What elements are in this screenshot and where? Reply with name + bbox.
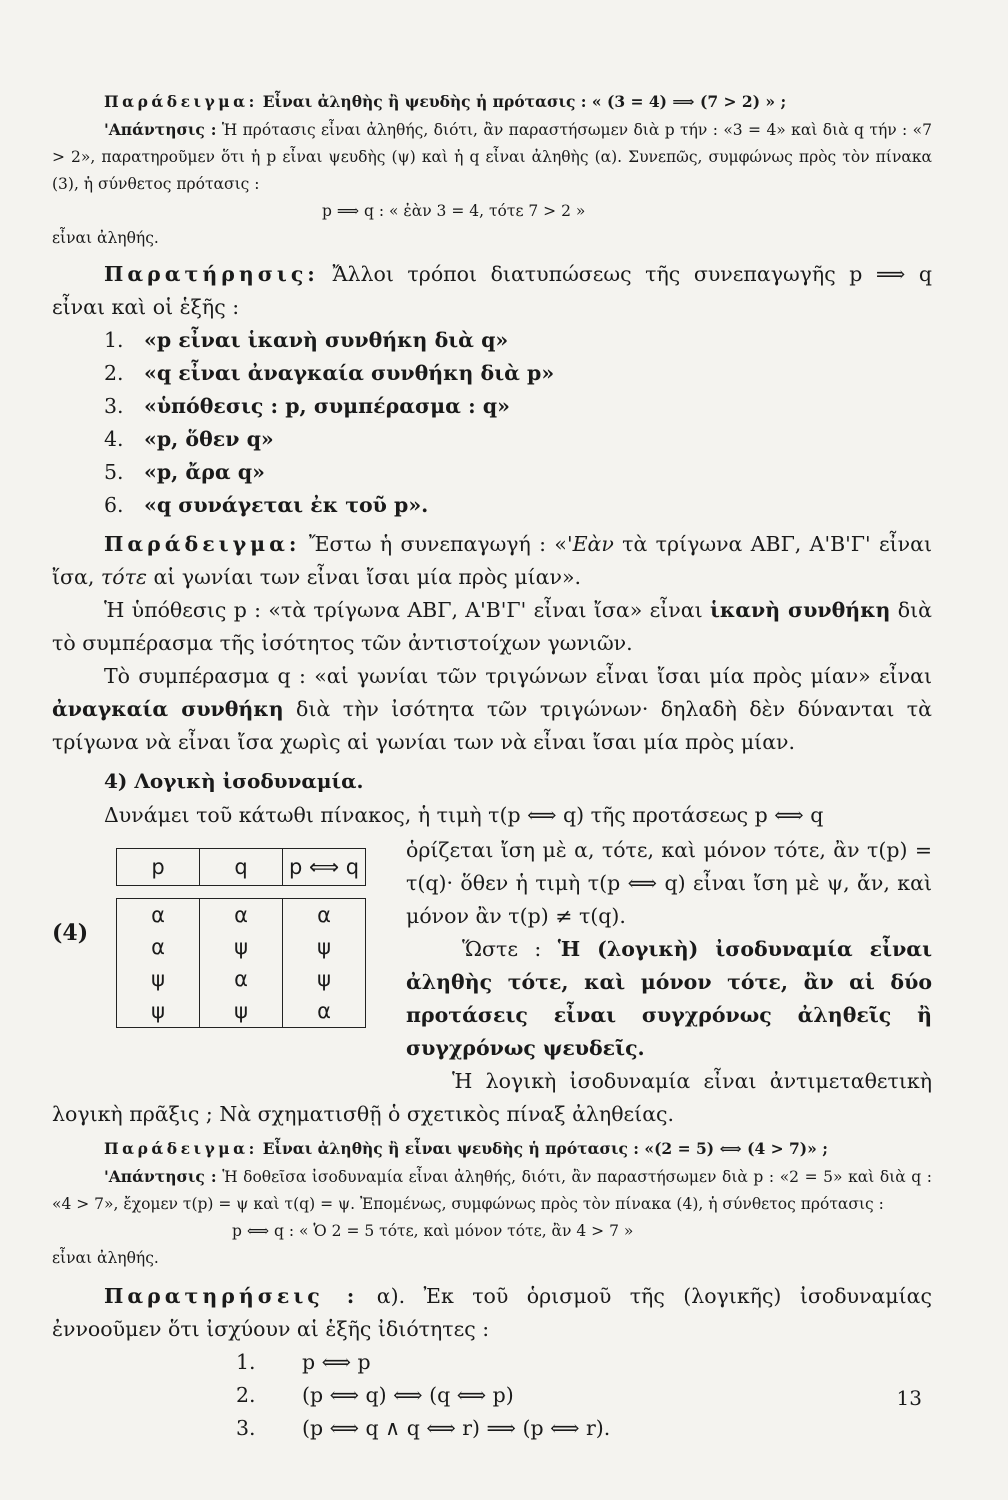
book-page	[52, 88, 932, 1445]
answer-3-label: 'Απάντησις :	[104, 1167, 217, 1186]
answer-1	[52, 116, 932, 198]
table-row: α ψ ψ	[117, 931, 366, 963]
answer-3-formula: p ⟺ q : « Ὁ 2 = 5 τότε, καὶ μόνον τότε, ἂν 4 > 7 »	[232, 1222, 634, 1240]
table-header: p ⟺ q	[283, 849, 366, 886]
list-item: 1. «p εἶναι ἱκανὴ συνθήκη διὰ q»	[104, 328, 509, 352]
list-item: 6. «q συνάγεται ἐκ τοῦ p».	[104, 493, 429, 517]
answer-1-end: εἶναι ἀληθής.	[52, 229, 159, 247]
list-item: 3. (p ⟺ q ∧ q ⟺ r) ⟹ (p ⟺ r).	[236, 1416, 611, 1440]
example-3-text: Εἶναι ἀληθὴς ἢ εἶναι ψευδὴς ἡ πρότασις : «(2 = 5) ⟺ (4 > 7)» ;	[262, 1139, 828, 1158]
equivalence-explanation	[376, 834, 932, 1065]
observation-2	[52, 1280, 932, 1346]
table-row: ψ α ψ	[117, 963, 366, 995]
example-3	[52, 1135, 932, 1163]
observation-2-label: Παρατηρήσεις :	[104, 1284, 359, 1308]
table-number: (4)	[52, 920, 89, 946]
example-2-label: Παράδειγμα:	[104, 532, 301, 556]
implication-forms-list	[52, 324, 932, 522]
table-header: q	[200, 849, 283, 886]
section-intro: Δυνάμει τοῦ κάτωθι πίνακος, ἡ τιμὴ τ(p ⟺ q) τῆς προτάσεως p ⟺ q	[104, 803, 824, 827]
example-2-hypothesis: Ἡ ὑπόθεσις p : «τὰ τρίγωνα ΑΒΓ, Α'Β'Γ' εἶναι ἴσα» εἶναι ἱκανὴ συνθήκη διὰ τὸ συμπέρασμα τῆς ἰσότητος τῶν ἀντιστοίχων γωνιῶν.	[52, 598, 932, 655]
observation-1	[52, 258, 932, 324]
answer-1-label: 'Απάντησις :	[104, 120, 217, 139]
list-item: 3. «ὑπόθεσις : p, συμπέρασμα : q»	[104, 394, 510, 418]
truth-table-grid	[116, 848, 366, 1028]
equivalence-definition: ὁρίζεται ἴση μὲ α, τότε, καὶ μόνον τότε, ἂν τ(p) = τ(q)· ὅθεν ἡ τιμὴ τ(p ⟺ q) εἶναι ἴση μὲ ψ, ἄν, καὶ μόνον ἂν τ(p) ≠ τ(q).	[406, 838, 932, 928]
example-2-conclusion: Τὸ συμπέρασμα q : «αἱ γωνίαι τῶν τριγώνων εἶναι ἴσαι μία πρὸς μίαν» εἶναι ἀναγκαία συνθήκη διὰ τὴν ἰσότητα τῶν τριγώνων· δηλαδὴ δὲν δύνανται τὰ τρίγωνα νὰ εἶναι ἴσα χωρὶς αἱ γωνίαι των νὰ εἶναι ἴσαι μία πρὸς μίαν.	[52, 664, 932, 754]
table-header: p	[117, 849, 200, 886]
example-1-text: Εἶναι ἀληθὴς ἢ ψευδὴς ἡ πρότασις : « (3 = 4) ⟹ (7 > 2) » ;	[262, 92, 787, 111]
observation-1-label: Παρατήρησις:	[104, 262, 319, 286]
list-item: 1. p ⟺ p	[236, 1350, 371, 1374]
observation-1-text: Ἄλλοι τρόποι διατυπώσεως τῆς συνεπαγωγῆς p ⟹ q εἶναι καὶ οἱ ἑξῆς :	[52, 262, 932, 319]
page-number: 13	[896, 1386, 922, 1410]
equivalence-conclusion: Ὥστε : Ἡ (λογικὴ) ἰσοδυναμία εἶναι ἀληθὴς τότε, καὶ μόνον τότε, ἂν αἱ δύο προτάσεις εἶναι συγχρόνως ἀληθεῖς ἢ συγχρόνως ψευδεῖς.	[406, 937, 932, 1060]
table-header-row	[117, 849, 366, 886]
example-1	[52, 88, 932, 116]
truth-table-block	[52, 834, 932, 1065]
table-row: ψ ψ α	[117, 995, 366, 1028]
commutativity-question: Ἡ λογικὴ ἰσοδυναμία εἶναι ἀντιμεταθετικὴ λογικὴ πρᾶξις ; Νὰ σχηματισθῇ ὁ σχετικὸς πίναξ ἀληθείας.	[52, 1069, 932, 1126]
list-item: 2. (p ⟺ q) ⟺ (q ⟺ p)	[236, 1383, 514, 1407]
example-1-label: Παράδειγμα:	[104, 92, 258, 111]
list-item: 4. «p, ὅθεν q»	[104, 427, 274, 451]
answer-3-end: εἶναι ἀληθής.	[52, 1249, 159, 1267]
answer-3-text: Ἡ δοθεῖσα ἰσοδυναμία εἶναι ἀληθής, διότι, ἂν παραστήσωμεν διὰ p : «2 = 5» καὶ διὰ q : «4 > 7», ἔχομεν τ(p) = ψ καὶ τ(q) = ψ. Ἐπομένως, συμφώνως πρὸς τὸν πίνακα (4), ἡ σύνθετος πρότασις :	[52, 1168, 933, 1213]
example-3-label: Παράδειγμα:	[104, 1139, 258, 1158]
list-item: 5. «p, ἄρα q»	[104, 460, 265, 484]
list-item: 2. «q εἶναι ἀναγκαία συνθήκη διὰ p»	[104, 361, 555, 385]
answer-1-formula: p ⟹ q : « ἐὰν 3 = 4, τότε 7 > 2 »	[322, 202, 586, 220]
equivalence-properties-list	[52, 1346, 932, 1445]
answer-3	[52, 1163, 932, 1218]
table-row: α α α	[117, 899, 366, 932]
answer-1-text: Ἡ πρότασις εἶναι ἀληθής, διότι, ἂν παραστήσωμεν διὰ p τήν : «3 = 4» καὶ διὰ q τήν : «7 > 2», παρατηροῦμεν ὅτι ἡ p εἶναι ψευδὴς (ψ) καὶ ἡ q εἶναι ἀληθὴς (α). Συνεπῶς, συμφώνως πρὸς τὸν πίνακα (3), ἡ σύνθετος πρότασις :	[52, 121, 932, 193]
truth-table	[116, 834, 376, 1028]
example-2: Παράδειγμα: Ἔστω ἡ συνεπαγωγή : «'Εὰν τὰ τρίγωνα ΑΒΓ, Α'Β'Γ' εἶναι ἴσα, τότε αἱ γωνίαι των εἶναι ἴσαι μία πρὸς μίαν».	[52, 532, 932, 589]
section-heading: 4) Λογικὴ ἰσοδυναμία.	[104, 769, 364, 793]
observation-2-text: α). Ἐκ τοῦ ὁρισμοῦ τῆς (λογικῆς) ἰσοδυναμίας ἐννοοῦμεν ὅτι ἰσχύουν αἱ ἑξῆς ἰδιότητες :	[52, 1284, 932, 1341]
